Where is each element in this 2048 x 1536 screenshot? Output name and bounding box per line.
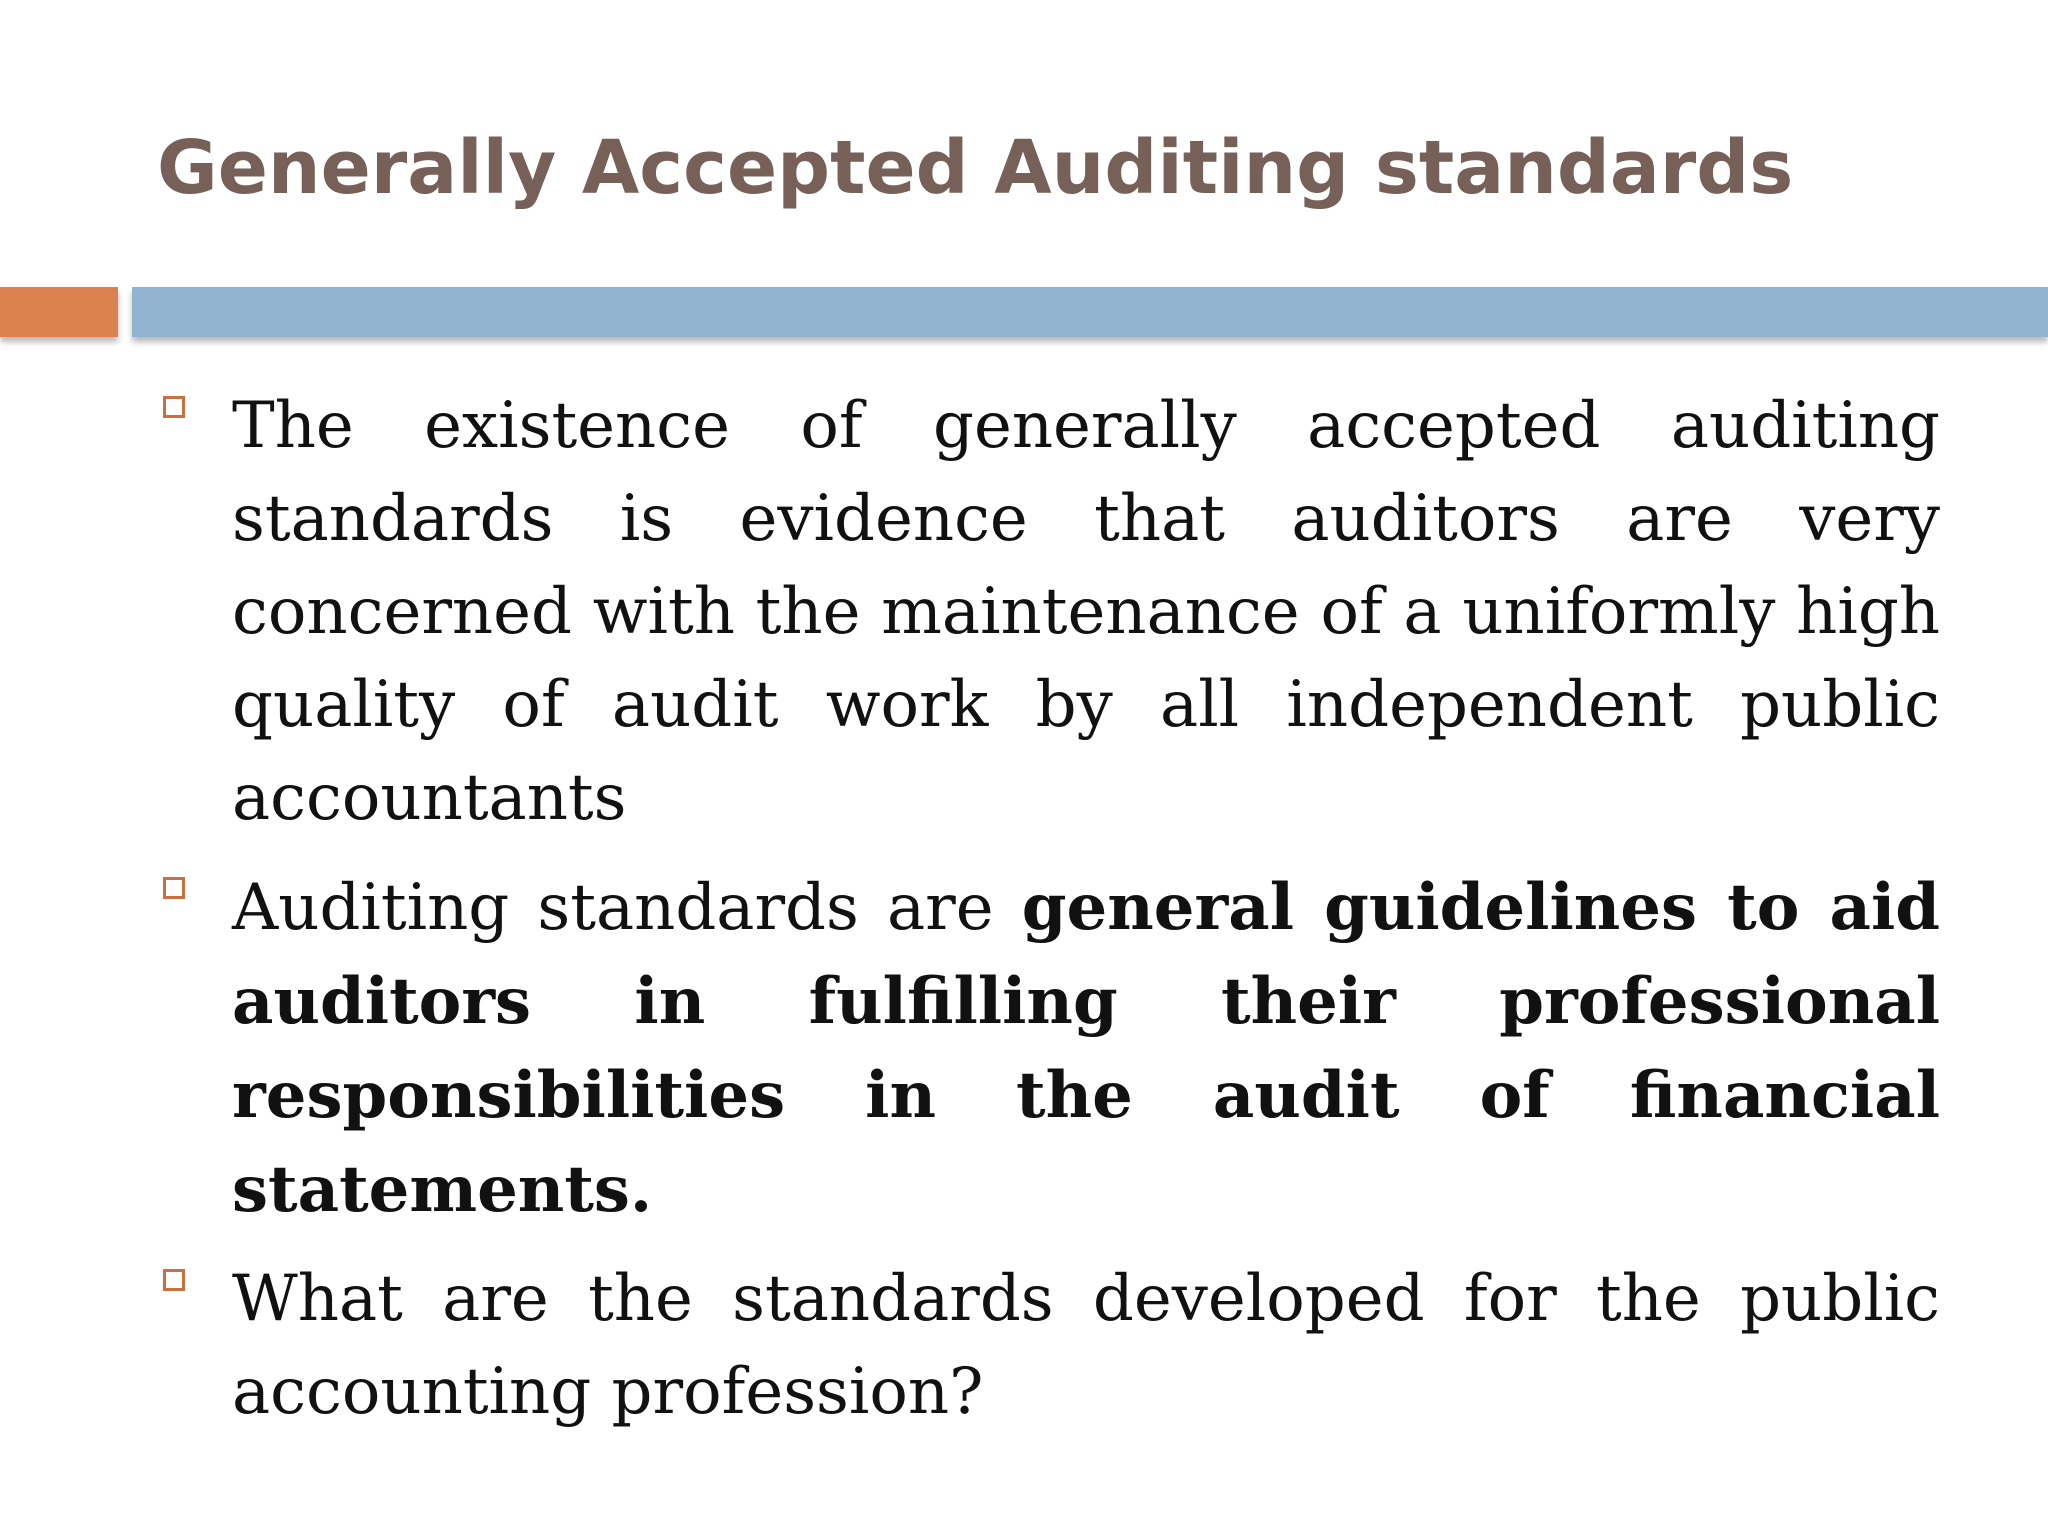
bullet-list [157, 380, 1940, 1455]
bullet-item-2 [157, 861, 1940, 1237]
bullet-bold-text: general guidelines to aid auditors in fulfilling their professional responsibilities in the audit of financial statements. [232, 870, 1940, 1227]
slide-title: Generally Accepted Auditing standards [157, 125, 1794, 211]
bullet-item-1 [157, 380, 1940, 845]
square-bullet-icon [163, 396, 185, 418]
bullet-item-3 [157, 1253, 1940, 1439]
bullet-text: Auditing standards are [232, 871, 1022, 945]
square-bullet-icon [163, 877, 185, 899]
bullet-text: The existence of generally accepted auditing standards is evidence that auditors are very concerned with the maintenance of a uniformly high quality of audit work by all independent public accountants [232, 389, 1940, 835]
blue-accent-bar [132, 287, 2048, 337]
bullet-text: What are the standards developed for the public accounting profession? [232, 1262, 1940, 1429]
orange-accent-bar [0, 287, 118, 337]
square-bullet-icon [163, 1269, 185, 1291]
